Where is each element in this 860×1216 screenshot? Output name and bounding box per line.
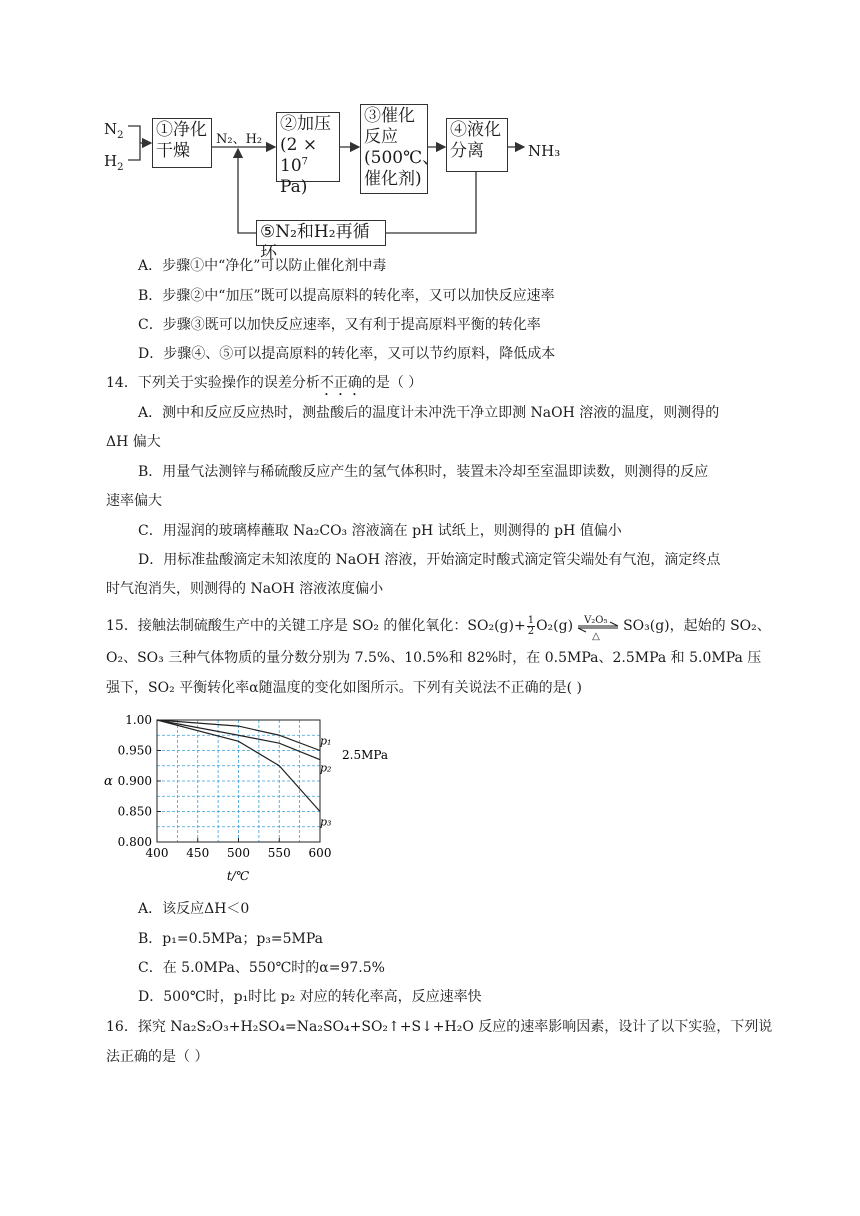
- q13-option-d: D．步骤④、⑤可以提高原料的转化率，又可以节约原料，降低成本: [138, 346, 556, 362]
- q14-option-a: A．测中和反应反应热时，测盐酸后的温度计未冲洗干净立即测 NaOH 溶液的温度，则测得的: [138, 405, 720, 421]
- pressure-annotation: 2.5MPa: [342, 747, 389, 762]
- flowchart-arrows: [0, 0, 860, 260]
- conversion-chart: [100, 706, 400, 896]
- step1-box: ①净化 干燥: [152, 118, 212, 168]
- q14-option-a-cont: ΔH 偏大: [106, 434, 161, 450]
- q13-option-a: A．步骤①中“净化”可以防止催化剂中毒: [138, 258, 387, 274]
- q16-stem-line1: 16．探究 Na₂S₂O₃+H₂SO₄=Na₂SO₄+SO₂↑+S↓+H₂O 反应的速率影响因素，设计了以下实验，下列说: [106, 1019, 773, 1035]
- x-tick-label: 450: [186, 846, 210, 860]
- q14-stem: 14．下列关于实验操作的误差分析不正确的是（ ）: [106, 375, 423, 391]
- q13-option-b: B．步骤②中“加压”既可以提高原料的转化率，又可以加快反应速率: [138, 288, 555, 304]
- q15-stem-line2: O₂、SO₃ 三种气体物质的量分数分别为 7.5%、10.5%和 82%时，在 0.5MPa、2.5MPa 和 5.0MPa 压: [106, 650, 762, 666]
- x-tick-label: 500: [227, 846, 250, 860]
- q14-option-d-cont: 时气泡消失，则测得的 NaOH 溶液浓度偏小: [106, 581, 384, 597]
- catalyst-arrow: V₂O₅ △: [576, 614, 620, 638]
- product-label: NH₃: [528, 142, 561, 160]
- x-tick-label: 550: [267, 846, 291, 860]
- q15-option-a: A．该反应ΔH＜0: [138, 901, 250, 917]
- step4-box: ④液化 分离: [446, 118, 508, 172]
- y-axis-label: α: [104, 774, 113, 789]
- q15-option-b: B．p₁=0.5MPa；p₃=5MPa: [138, 931, 324, 947]
- q15-stem-line1: 15．接触法制硫酸生产中的关键工序是 SO₂ 的催化氧化：SO₂(g)+ $\frac{1}{2}$ O₂(g) V₂O₅ △ SO₃(g)，起始的 SO₂、: [106, 614, 771, 642]
- mixed-gas-label: N₂、H₂: [216, 132, 263, 147]
- x-tick-label: 600: [308, 846, 332, 860]
- step2-box: ②加压 ($2 \times 10^7$ Pa): [276, 112, 340, 182]
- q15-option-c: C．在 5.0MPa、550℃时的α=97.5%: [138, 960, 385, 976]
- y-tick-label: 0.950: [117, 743, 152, 758]
- step5-box: ⑤N₂和H₂再循环: [256, 220, 386, 246]
- step3-box: ③催化 反应 (500℃、 催化剂): [360, 104, 428, 194]
- y-tick-label: 0.800: [117, 835, 152, 849]
- chart-svg: [100, 706, 400, 896]
- y-tick-label: 0.850: [117, 804, 152, 819]
- series-label-1: p₁: [320, 734, 332, 748]
- x-axis-label: t/℃: [226, 869, 250, 883]
- y-tick-label: 1.00: [125, 713, 152, 727]
- q16-stem-line2: 法正确的是（ ）: [106, 1049, 209, 1065]
- q14-option-b: B．用量气法测锌与稀硫酸反应产生的氢气体积时，装置未冷却至室温即读数，则测得的反应: [138, 464, 709, 480]
- q15-stem-line3: 强下，SO₂ 平衡转化率α随温度的变化如图所示。下列有关说法不正确的是( ): [106, 680, 582, 696]
- series-label-2: p₂: [320, 761, 332, 775]
- q14-option-c: C．用湿润的玻璃棒蘸取 Na₂CO₃ 溶液滴在 pH 试纸上，则测得的 pH 值偏小: [138, 523, 622, 539]
- q14-option-b-cont: 速率偏大: [106, 493, 162, 509]
- x-tick-label: 400: [145, 846, 169, 860]
- input-n2: $N_2$: [104, 120, 124, 141]
- half-fraction: $\frac{1}{2}$: [527, 614, 535, 637]
- y-tick-label: 0.900: [117, 774, 152, 788]
- q15-option-d: D．500℃时，p₁时比 p₂ 对应的转化率高，反应速率快: [138, 989, 482, 1005]
- series-label-3: p₃: [320, 815, 332, 829]
- q14-emphasis: 不正确: [319, 375, 362, 391]
- q13-option-c: C．步骤③既可以加快反应速率，又有利于提高原料平衡的转化率: [138, 317, 541, 333]
- q14-option-d: D．用标准盐酸滴定未知浓度的 NaOH 溶液，开始滴定时酸式滴定管尖端处有气泡，滴定终点: [138, 552, 721, 568]
- input-h2: $H_2$: [104, 152, 124, 173]
